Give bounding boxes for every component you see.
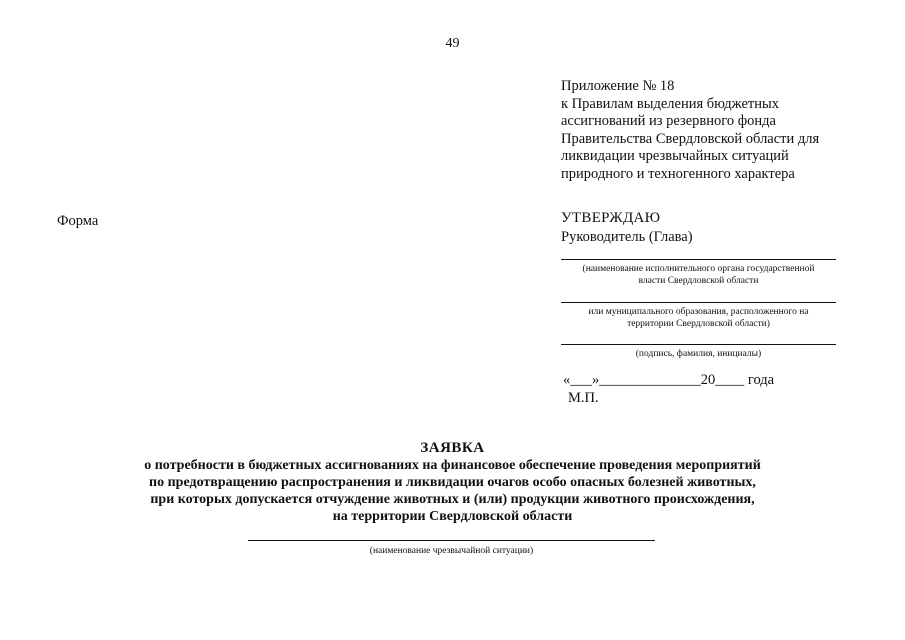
municipal-caption-line: территории Свердловской области) bbox=[627, 319, 770, 329]
organ-caption bbox=[561, 263, 836, 287]
stamp-label: М.П. bbox=[568, 390, 599, 406]
signature-field[interactable] bbox=[561, 344, 836, 360]
organ-signature-field[interactable] bbox=[561, 259, 836, 287]
document-subtitle-line: на территории Свердловской области bbox=[332, 509, 573, 524]
appendix-block bbox=[561, 78, 891, 183]
document-title: ЗАЯВКА bbox=[420, 440, 485, 456]
situation-name-field[interactable] bbox=[248, 540, 655, 557]
organ-blank-line[interactable] bbox=[561, 259, 836, 260]
document-subtitle-line: по предотвращению распространения и ликвидации очагов особо опасных болезней животных, bbox=[149, 475, 756, 490]
appendix-line: Приложение № 18 bbox=[561, 78, 675, 94]
appendix-line: Правительства Свердловской области для bbox=[561, 130, 820, 147]
situation-blank-line[interactable] bbox=[248, 540, 655, 541]
appendix-line: к Правилам выделения бюджетных bbox=[561, 95, 779, 112]
approval-title: УТВЕРЖДАЮ bbox=[561, 210, 661, 226]
page-number: 49 bbox=[445, 36, 460, 51]
situation-caption: (наименование чрезвычайной ситуации) bbox=[369, 546, 534, 556]
form-label: Форма bbox=[57, 213, 99, 229]
municipal-signature-field[interactable] bbox=[561, 302, 836, 330]
organ-caption-line: (наименование исполнительного органа государственной bbox=[582, 264, 815, 274]
signature-blank-line[interactable] bbox=[561, 344, 836, 345]
signature-caption: (подпись, фамилия, инициалы) bbox=[635, 349, 762, 359]
approval-role: Руководитель (Глава) bbox=[561, 229, 693, 245]
document-subtitle-line: при которых допускается отчуждение животных и (или) продукции животного происхождения, bbox=[150, 492, 755, 507]
approval-header bbox=[561, 209, 861, 246]
municipal-caption bbox=[561, 306, 836, 330]
document-subtitle-line: о потребности в бюджетных ассигнованиях на финансовое обеспечение проведения мероприятий bbox=[144, 458, 761, 473]
appendix-line: природного и техногенного характера bbox=[561, 165, 795, 182]
appendix-line: ликвидации чрезвычайных ситуаций bbox=[561, 148, 789, 164]
appendix-line: ассигнований из резервного фонда bbox=[561, 113, 776, 129]
approval-date-line[interactable]: «___»______________20____ года bbox=[563, 372, 775, 388]
organ-caption-line: власти Свердловской области bbox=[638, 276, 759, 286]
document-title-block bbox=[0, 439, 905, 525]
municipal-caption-line: или муниципального образования, расположенного на bbox=[588, 307, 809, 317]
municipal-blank-line[interactable] bbox=[561, 302, 836, 303]
